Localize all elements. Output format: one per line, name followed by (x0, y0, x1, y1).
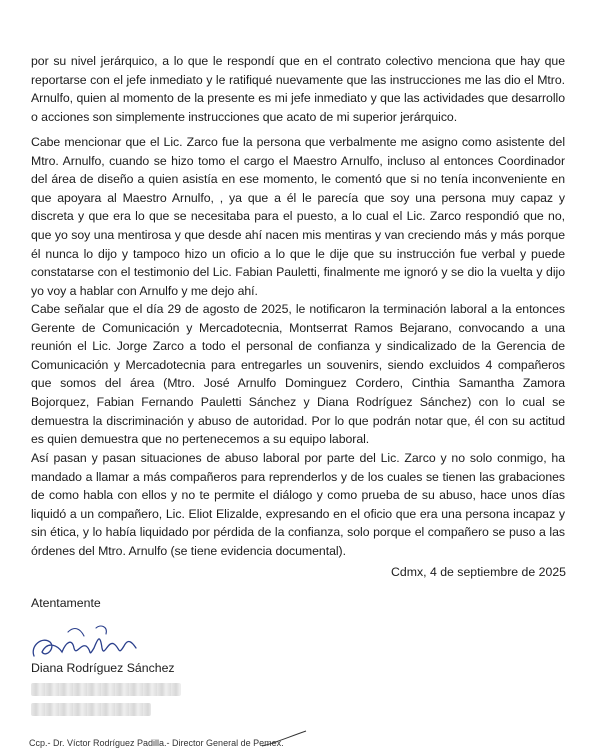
signer-name: Diana Rodríguez Sánchez (31, 661, 175, 675)
letter-date: Cdmx, 4 de septiembre de 2025 (391, 565, 566, 579)
letter-paragraph-3: Cabe señalar que el día 29 de agosto de 2025, le notificaron la terminación laboral a la entonces Gerente de Comunicación y Mercadotecnia, Montserrat Ramos Bejarano, convocando a una reunión el Lic. Jorge Zarco a todo el personal de confianza y sindicalizado de la Gerencia de Comunicación y Mercadotecnia para entregarles un souvenirs, siendo excluidos 4 compañeros que somos del área (Mtro. José Arnulfo Dominguez Cordero, Cinthia Samantha Zamora Bojorquez, Fabian Fernando Pauletti Sánchez y Diana Rodríguez Sánchez) con lo cual se demuestra la discriminación y abuso de autoridad. Por lo que podrán notar que, él con su actitud es quien demuestra que no pertenecemos a su equipo laboral. (31, 302, 565, 447)
redacted-line-1 (31, 683, 181, 696)
letter-paragraph-2: Cabe mencionar que el Lic. Zarco fue la persona que verbalmente me asigno como asistente del Mtro. Arnulfo, cuando se hizo tomo el cargo el Maestro Arnulfo, incluso al entonces Coordinador del área de diseño a quien asistía en ese momento, le comentó que si no tenía inconveniente en que apoyara al Maestro Arnulfo, , ya que a él le parecía que soy una persona muy capaz y discreta y que era lo que se necesitaba para el puesto, a lo cual el Lic. Zarco respondió que no, que yo soy una mentirosa y que desde ahí nacen mis mentiras y van creciendo más y más porque él nunca lo dijo y tampoco hizo un oficio a lo que le dije que su instrucción fue verbal y puede constatarse con el testimonio del Lic. Fabian Pauletti, finalmente me ignoró y se dio la vuelta y dijo yo voy a hablar con Arnulfo y me dejo ahí. (31, 135, 565, 298)
letter-paragraph-1: por su nivel jerárquico, a lo que le respondí que en el contrato colectivo menciona que hay que reportarse con el jefe inmediato y le ratifiqué nuevamente que las instrucciones me las dio el Mtro. Arnulfo, quien al momento de la presente es mi jefe inmediato y que las actividades que desarrollo o acciones son simplemente instrucciones que acato de mi superior jerárquico. (31, 54, 565, 124)
redacted-line-2 (31, 703, 151, 716)
letter-paragraph-4: Así pasan y pasan situaciones de abuso laboral por parte del Lic. Zarco y no solo conmigo, ha mandado a llamar a más compañeros para reprenderlos y de los cuales se tienen las grabaciones de como habla con ellos y no te permite el diálogo y como prueba de su abuso, hace unos días liquidó a un compañero, Lic. Eliot Elizalde, expresando en el oficio que era una persona incapaz y sin ética, y lo había liquidado por pérdida de la confianza, solo porque el compañero se puso a las órdenes del Mtro. Arnulfo (se tiene evidencia documental). (31, 451, 565, 558)
ink-stroke (260, 728, 310, 750)
carbon-copy-line: Ccp.- Dr. Víctor Rodríguez Padilla.- Director General de Pemex. (29, 738, 284, 748)
letter-closing: Atentamente (31, 596, 101, 610)
